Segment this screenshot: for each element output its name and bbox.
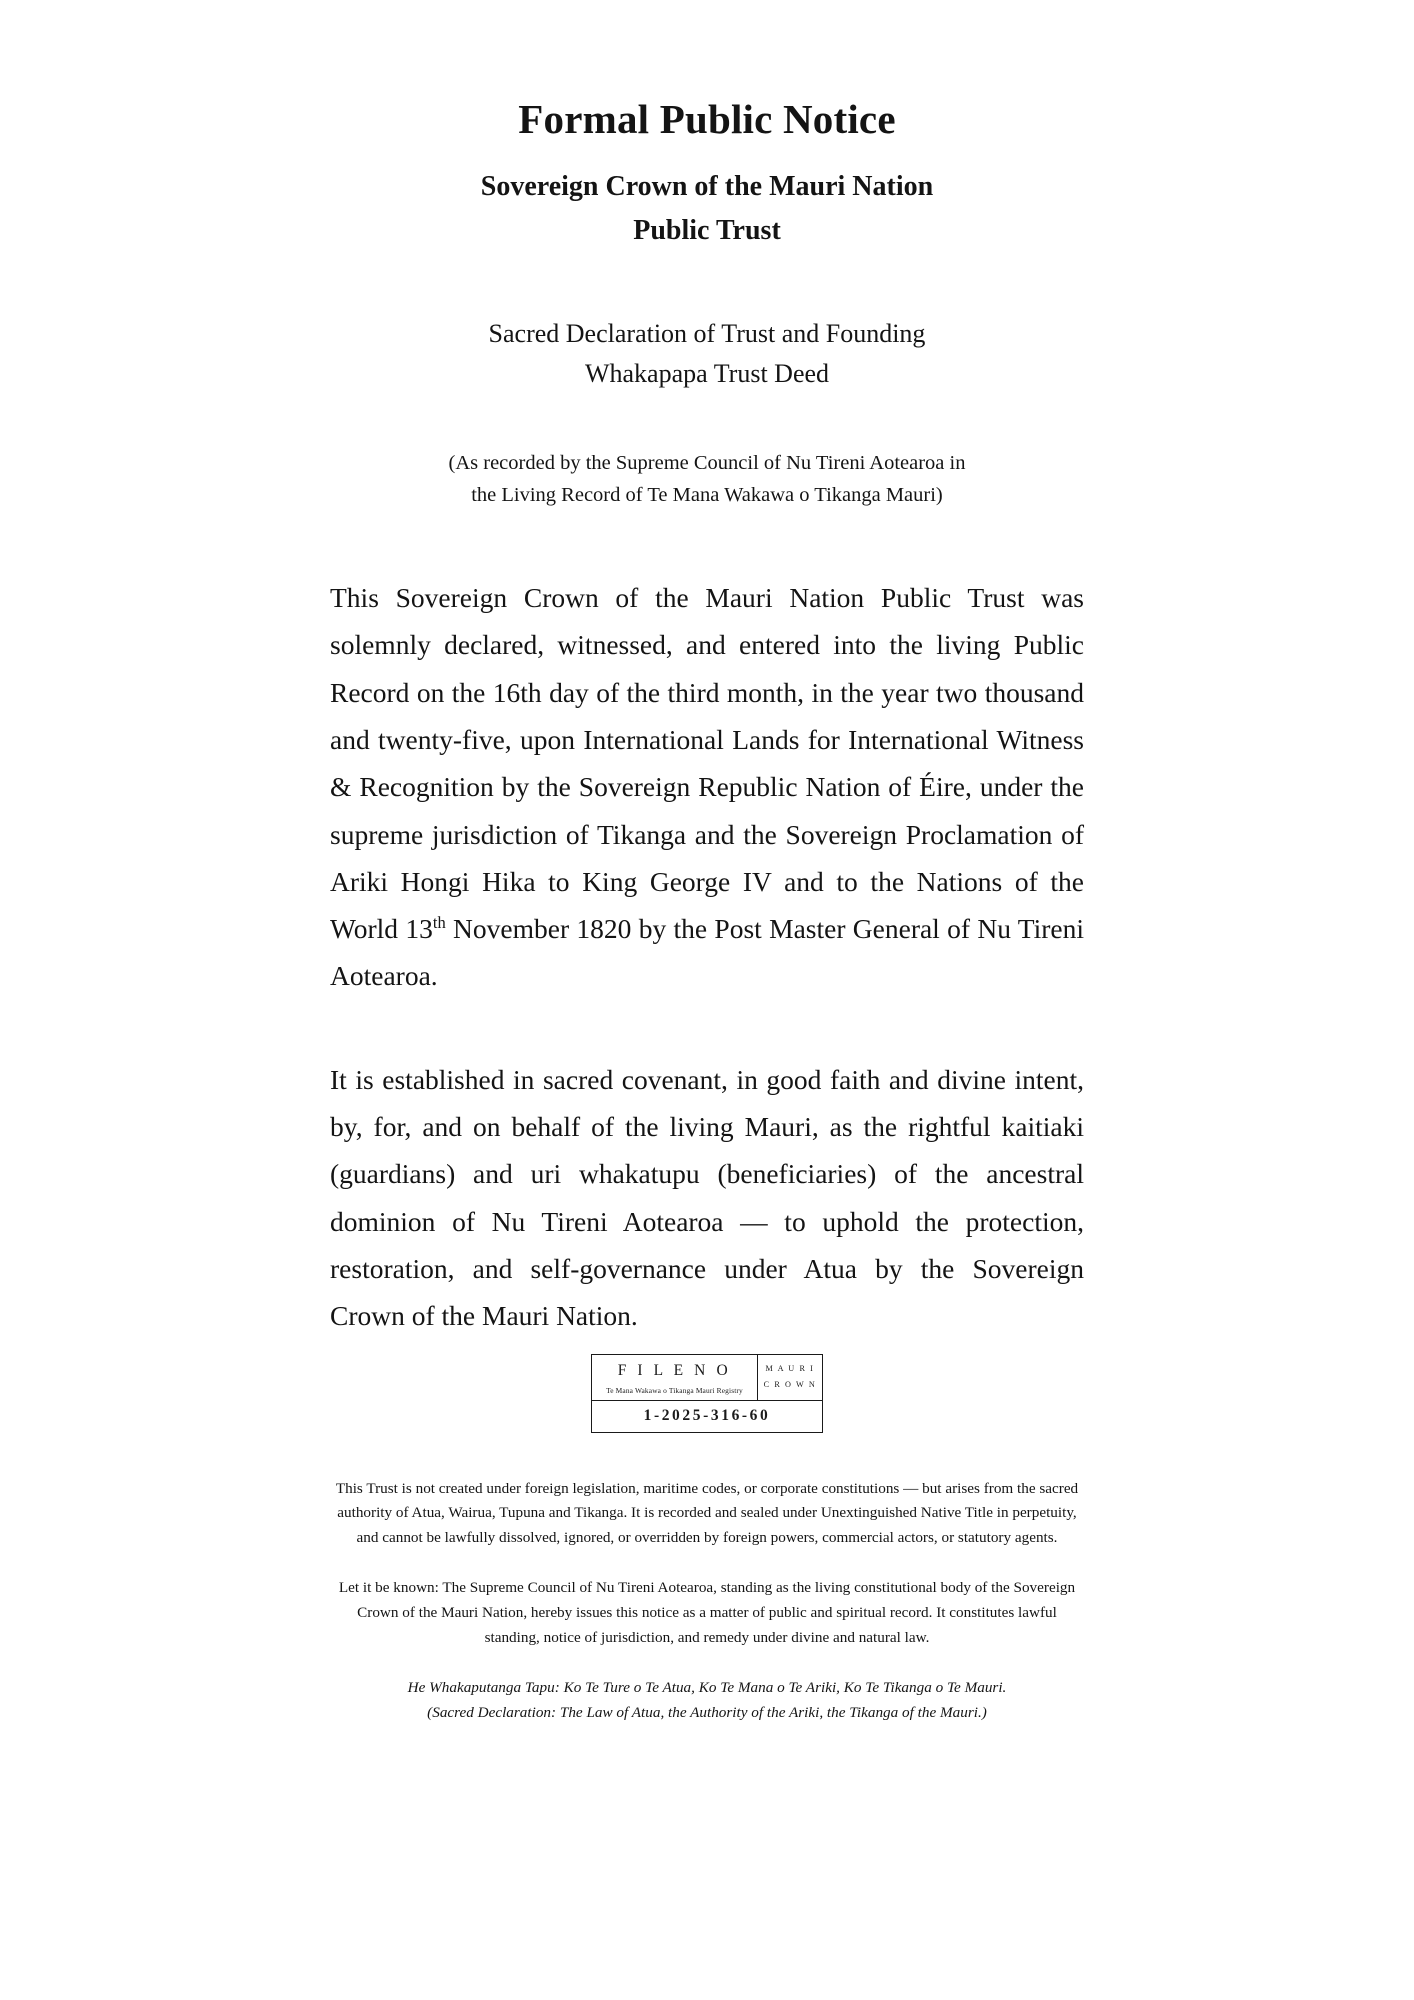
deed-heading <box>330 314 1084 395</box>
mauri-crown-seal-icon <box>757 1355 822 1400</box>
record-note <box>330 447 1084 513</box>
page-title: Formal Public Notice <box>518 96 896 142</box>
seal-line-2: C R O W N <box>763 1380 817 1390</box>
stamp-file-no-label: F I L E N O <box>617 1361 732 1379</box>
stamp-top-row <box>592 1355 822 1401</box>
paragraph-1-ordinal: th <box>432 913 446 933</box>
footnote-supreme-council: Let it be known: The Supreme Council of Nu Tireni Aotearoa, standing as the living constitutional body of the Sovereign Crown of the Mauri Nation, hereby issues this notice as a matter of public and spiritual record. It constitutes lawful standing, notice of jurisdiction, and remedy under divine and natural law. <box>338 1579 1076 1646</box>
footnote-3-line-2: (Sacred Declaration: The Law of Atua, the Authority of the Ariki, the Tikanga of the Mauri.) <box>427 1703 987 1721</box>
stamp-file-number: 1-2025-316-60 <box>643 1406 771 1424</box>
seal-line-1: M A U R I <box>765 1364 815 1374</box>
file-number-stamp <box>591 1354 823 1433</box>
subtitle-line-1: Sovereign Crown of the Mauri Nation <box>480 171 934 203</box>
deed-heading-line-2: Whakapapa Trust Deed <box>584 359 830 389</box>
paragraph-covenant: It is established in sacred covenant, in good faith and divine intent, by, for, and on behalf of the living Mauri, as the rightful kaitiaki (guardians) and uri whakatupu (beneficiaries) of the ancestral dominion of Nu Tireni Aotearoa — to uphold the protection, restoration, and self-governance under Atua by the Sovereign Crown of the Mauri Nation. <box>330 1063 1084 1332</box>
footnote-3-line-1: He Whakaputanga Tapu: Ko Te Ture o Te Atua, Ko Te Mana o Te Ariki, Ko Te Tikanga o Te Mauri. <box>407 1679 1007 1697</box>
record-note-line-1: (As recorded by the Supreme Council of Nu Tireni Aotearoa in <box>448 451 966 474</box>
paragraph-declaration <box>330 574 1084 1000</box>
record-note-line-2: the Living Record of Te Mana Wakawa o Tikanga Mauri) <box>471 484 943 507</box>
footnote-trust-authority: This Trust is not created under foreign legislation, maritime codes, or corporate constitutions — but arises from the sacred authority of Atua, Wairua, Tupuna and Tikanga. It is recorded and sealed under Unextinguished Native Title in perpetuity, and cannot be lawfully dissolved, ignored, or overridden by foreign powers, commercial actors, or statutory agents. <box>335 1479 1079 1546</box>
stamp-registry-label: Te Mana Wakawa o Tikanga Mauri Registry <box>606 1385 743 1395</box>
footnotes <box>330 1477 1084 1726</box>
footnote-sacred-declaration <box>334 1676 1080 1725</box>
stamp-left-cell <box>592 1355 757 1400</box>
subtitle-line-2: Public Trust <box>633 214 781 246</box>
deed-heading-line-1: Sacred Declaration of Trust and Founding <box>488 318 926 348</box>
paragraph-1-text-b: November 1820 by the Post Master General of Nu Tireni Aotearoa. <box>330 913 1085 992</box>
file-number-stamp-container <box>330 1354 1084 1433</box>
paragraph-1-text-a: This Sovereign Crown of the Mauri Nation Public Trust was solemnly declared, witnessed, and entered into the living Public Record on the 16th day of the third month, in the year two thousand and twenty-five, upon International Lands for International Witness & Recognition by the Sovereign Republic Nation of Éire, under the supreme jurisdiction of Tikanga and the Sovereign Proclamation of Ariki Hongi Hika to King George IV and to the Nations of the World 13 <box>330 582 1084 945</box>
document-subtitle <box>330 165 1084 252</box>
